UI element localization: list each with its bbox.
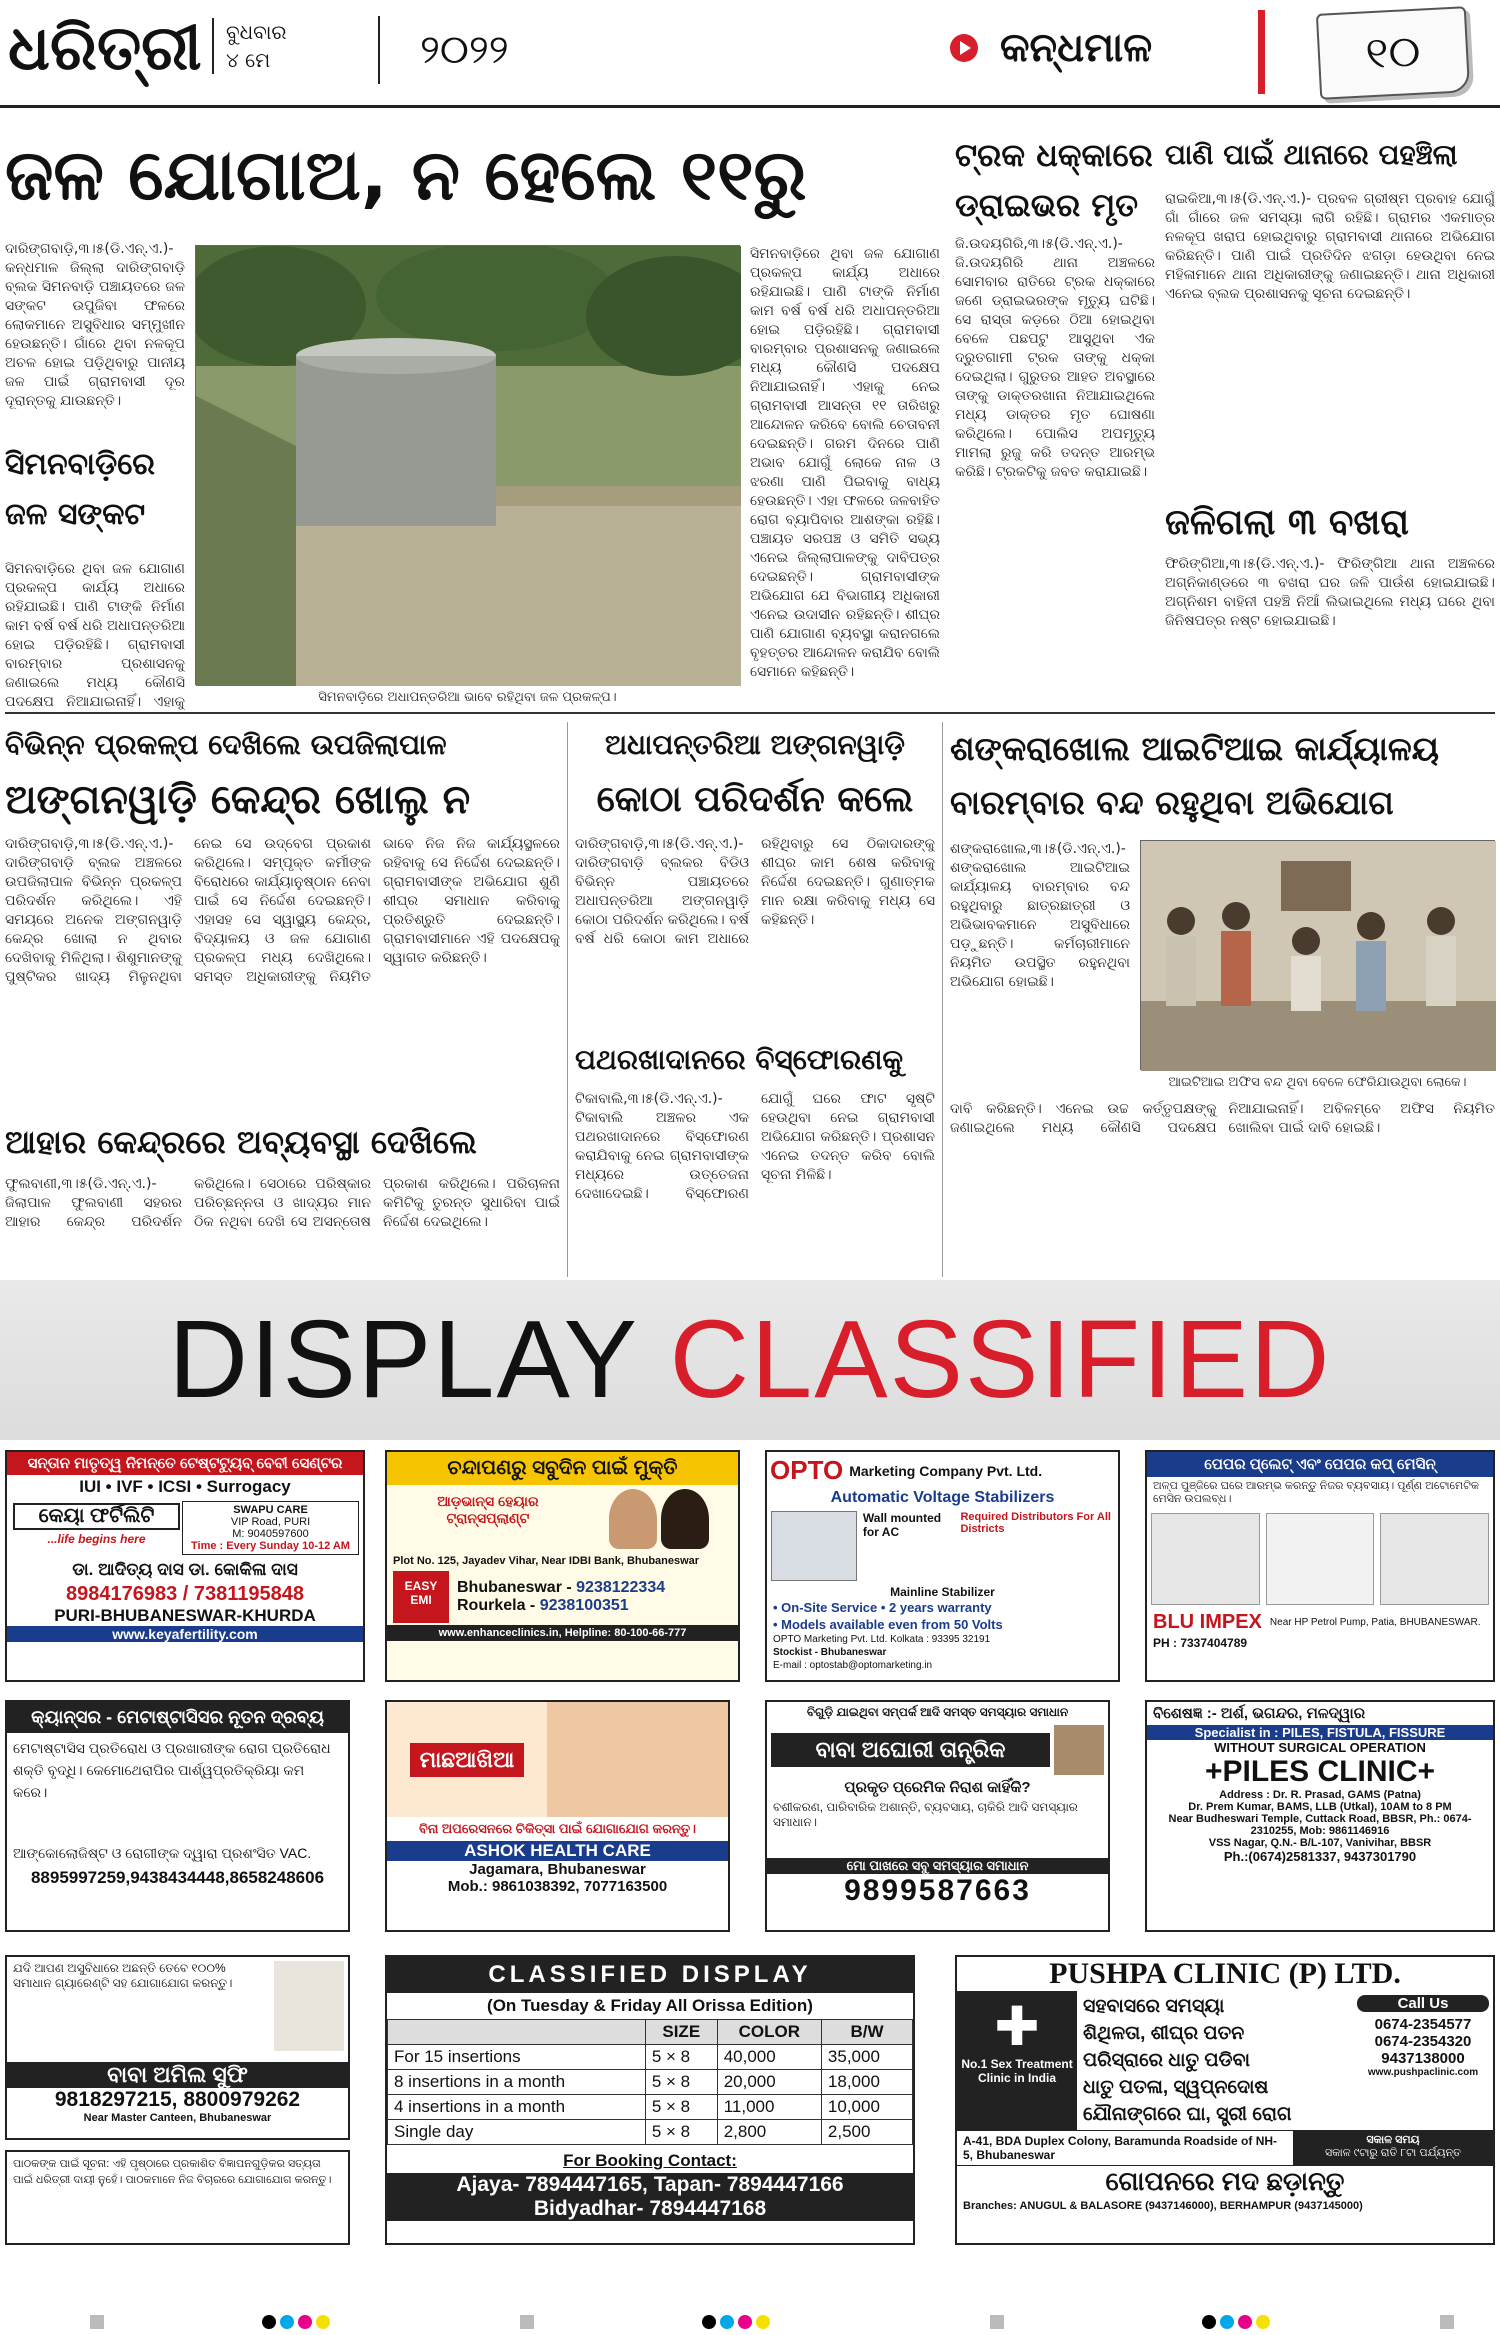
display-classified-banner bbox=[0, 1280, 1500, 1440]
ad-baba-amil-sufi bbox=[5, 1955, 350, 2140]
iti-body-continued: ଦାବି କରିଛନ୍ତି। ଏନେଇ ଉଚ୍ଚ କର୍ତ୍ତୃପକ୍ଷଙ୍କୁ ଜଣାଇଥିଲେ ମଧ୍ୟ କୌଣସି ପଦକ୍ଷେପ ନିଆଯାଇନାହିଁ। ଅବିଳମ୍ବେ ଅଫିସ ନିୟମିତ ଖୋଲିବା ପାଇଁ ଦାବି ହୋଇଛି। bbox=[950, 1101, 1495, 1136]
ahara-headline: ଆହାର କେନ୍ଦ୍ରରେ ଅବ୍ୟବସ୍ଥା ଦେଖିଲେ bbox=[5, 1123, 477, 1161]
fire-body: ଫିରିଙ୍ଗିଆ,୩।୫(ଡି.ଏନ୍.ଏ.)- ଫିରିଙ୍ଗିଆ ଥାନା ଅଞ୍ଚଳରେ ଅଗ୍ନିକାଣ୍ଡରେ ୩ ବଖରା ଘର ଜଳି ପାଉଁଶ ହୋଇଯାଇଛି। ଅଗ୍ନିଶମ ବାହିନୀ ପହଞ୍ଚି ନିଆଁ ଲିଭାଇଥିଲେ ମଧ୍ୟ ଘରେ ଥିବା ଜିନିଷପତ୍ର ନଷ୍ଟ ହୋଇଯାଇଛି। bbox=[1165, 556, 1495, 629]
enhance-addr: Plot No. 125, Jayadev Vihar, Near IDBI Bank, Bhubaneswar bbox=[393, 1555, 700, 1567]
opto-email: E-mail : optostab@optomarketing.in bbox=[773, 1660, 933, 1671]
truck-body: ଜି.ଉଦୟଗିରି,୩।୫(ଡି.ଏନ୍.ଏ.)- ଜି.ଉଦୟଗିରି ଥାନା ଅଞ୍ଚଳରେ ସୋମବାର ରାତିରେ ଟ୍ରକ ଧକ୍କାରେ ଜଣେ ଡ୍ରାଇଭରଙ୍କ ମୃତ୍ୟୁ ଘଟିଛି। ସେ ରାସ୍ତା କଡ଼ରେ ଠିଆ ହୋଇଥିବା ବେଳେ ପଛପଟୁ ଆସୁଥିବା ଏକ ଦ୍ରୁତଗାମୀ ଟ୍ରକ ତାଙ୍କୁ ଧକ୍କା ଦେଇଥିଲା। ଗୁରୁତର ଆହତ ଅବସ୍ଥାରେ ତାଙ୍କୁ ଡାକ୍ତରଖାନା ନିଆଯାଇଥିଲେ ମଧ୍ୟ ଡାକ୍ତର ମୃତ ଘୋଷଣା କରିଥିଲେ। ପୋଲିସ ଅପମୃତ୍ୟୁ ମାମଲା ରୁଜୁ କରି ତଦନ୍ତ ଆରମ୍ଭ କରିଛି। ଟ୍ରକଟିକୁ ଜବତ କରାଯାଇଛି। bbox=[955, 236, 1155, 480]
lead-dateline: ଦାରିଙ୍ଗବାଡ଼ି,୩।୫(ଡି.ଏନ୍.ଏ.)- କନ୍ଧମାଳ ଜିଲ୍ଲା ଦାରିଙ୍ଗବାଡ଼ି ବ୍ଲକ ସିମନବାଡ଼ି ପଞ୍ଚାୟତରେ ଜଳ ସଙ୍କଟ ଉପୁଜିବା ଫଳରେ ଲୋକମାନେ ଅସୁବିଧାର ସମ୍ମୁଖୀନ ହେଉଛନ୍ତି। ଗାଁରେ ଥିବା ନଳକୂପ ଅଚଳ ହୋଇ ପଡ଼ିଥିବାରୁ ପାନୀୟ ଜଳ ପାଇଁ ଗ୍ରାମବାସୀ ଦୂର ଦୂରାନ୍ତକୁ ଯାଉଛନ୍ତି। bbox=[5, 241, 185, 409]
keya-cities: PURI-BHUBANESWAR-KHURDA bbox=[54, 1606, 316, 1625]
table-row bbox=[388, 2095, 913, 2120]
rates-cell: 11,000 bbox=[717, 2095, 821, 2120]
banner-word-display: DISPLAY bbox=[168, 1298, 638, 1421]
lead-headline: ଜଳ ଯୋଗାଅ, ନ ହେଲେ ୧୧ରୁ bbox=[5, 134, 807, 216]
ad-baba-aghori bbox=[765, 1700, 1110, 1932]
rates-table bbox=[387, 2019, 913, 2145]
before-after-photos bbox=[585, 1489, 734, 1549]
ad-cancer bbox=[5, 1700, 350, 1932]
opto-models: • Models available even from 50 Volts bbox=[773, 1617, 1003, 1632]
pushpa-line: ଧାତୁ ପତଳା, ସ୍ୱପ୍ନଦୋଷ bbox=[1083, 2077, 1269, 2098]
rates-cell: 20,000 bbox=[717, 2070, 821, 2095]
ad-piles-clinic bbox=[1145, 1700, 1495, 1932]
baba-top: ବିଗୁଡ଼ି ଯାଇଥିବା ସମ୍ପର୍କ ଆଦି ସମସ୍ତ ସମସ୍ୟାର ସମାଧାନ bbox=[806, 1705, 1069, 1719]
rates-cell: 35,000 bbox=[821, 2045, 912, 2070]
piles-specialist: Specialist in : PILES, FISTULA, FISSURE bbox=[1147, 1725, 1493, 1740]
thana-body: ରାଇକିଆ,୩।୫(ଡି.ଏନ୍.ଏ.)- ପ୍ରବଳ ଗ୍ରୀଷ୍ମ ପ୍ରବାହ ଯୋଗୁଁ ଗାଁ ଗାଁରେ ଜଳ ସମସ୍ୟା ଲାଗି ରହିଛି। ଗ୍ରାମର ଏକମାତ୍ର ନଳକୂପ ଖରାପ ହୋଇଥିବାରୁ ଗ୍ରାମବାସୀ ଥାନାରେ ଅଭିଯୋଗ କରିଛନ୍ତି। ପାଣି ପାଇଁ ପ୍ରତିଦିନ ଝଗଡ଼ା ହେଉଥିବା ନେଇ ମହିଳାମାନେ ଥାନା ଅଧିକାରୀଙ୍କୁ ଜଣାଇଛନ୍ତି। ଥାନା ଅଧିକାରୀ ଏନେଇ ବ୍ଲକ ପ୍ରଶାସନକୁ ସୂଚନା ଦେଇଛନ୍ତି। bbox=[1165, 191, 1495, 302]
notice-text: ପାଠକଙ୍କ ପାଇଁ ସୂଚନା: ଏହି ପୃଷ୍ଠାରେ ପ୍ରକାଶିତ ବିଜ୍ଞାପନଗୁଡ଼ିକର ସତ୍ୟତା ପାଇଁ ଧରିତ୍ରୀ ଦାୟୀ ନୁହେଁ। ପାଠକମାନେ ନିଜ ବିଚାରରେ ଯୋଗାଯୋଗ କରନ୍ତୁ। bbox=[13, 2158, 332, 2186]
anganwadi-headline: ଅଙ୍ଗନୱାଡ଼ି କେନ୍ଦ୍ର ଖୋଲୁ ନ bbox=[5, 777, 471, 823]
keya-doctors: ଡା. ଆଦିତ୍ୟ ଦାସ ଡା. କୋକିଳା ଦାସ bbox=[72, 1560, 298, 1579]
baba-sub: ପ୍ରକୃତ ପ୍ରେମିକ ନିରାଶ କାହିଁକି? bbox=[844, 1779, 1031, 1796]
pushpa-addr: A-41, BDA Duplex Colony, Baramunda Roadside of NH-5, Bhubaneswar bbox=[963, 2134, 1278, 2162]
ashok-addr: Jagamara, Bhubaneswar bbox=[469, 1861, 646, 1878]
bdo-body: ଦାରିଙ୍ଗବାଡ଼ି,୩।୫(ଡି.ଏନ୍.ଏ.)- ଦାରିଙ୍ଗବାଡ଼ି ବ୍ଲକର ବିଡିଓ ବିଭିନ୍ନ ପଞ୍ଚାୟତରେ ଅଧାପନ୍ତରିଆ ଅଙ୍ଗନୱାଡ଼ି କୋଠା ପରିଦର୍ଶନ କରିଥିଲେ। ବର୍ଷ ବର୍ଷ ଧରି କୋଠା କାମ ଅଧାରେ ରହିଥିବାରୁ ସେ ଠିକାଦାରଙ୍କୁ ଶୀଘ୍ର କାମ ଶେଷ କରିବାକୁ ନିର୍ଦ୍ଦେଶ ଦେଇଛନ୍ତି। ଗୁଣାତ୍ମକ ମାନ ରକ୍ଷା କରିବାକୁ ମଧ୍ୟ ସେ କହିଛନ୍ତି। bbox=[575, 836, 935, 947]
rates-cell: 5 × 8 bbox=[645, 2070, 717, 2095]
rates-cell: 40,000 bbox=[717, 2045, 821, 2070]
opto-service: • On-Site Service • 2 years warranty bbox=[773, 1600, 992, 1615]
sufi-body: ଯଦି ଆପଣ ଅସୁବିଧାରେ ଅଛନ୍ତି ତେବେ ୧୦୦% ସମାଧାନ ଗ୍ୟାରେଣ୍ଟି ସହ ଯୋଗାଯୋଗ କରନ୍ତୁ। bbox=[13, 1961, 233, 1990]
ad-ashok-health-care bbox=[385, 1700, 730, 1932]
piles-phones: Ph.:(0674)2581337, 9437301790 bbox=[1223, 1849, 1417, 1864]
enhance-subtitle: ଆଡ଼ଭାନ୍ସ ହେୟାର ଟ୍ରାନ୍ସପ୍ଲାଣ୍ଟ bbox=[437, 1493, 539, 1526]
enhance-rkl-label: Rourkela - bbox=[457, 1597, 536, 1614]
baba-photo bbox=[1054, 1725, 1104, 1775]
pushpa-line: ସହବାସରେ ସମସ୍ୟା bbox=[1083, 1996, 1225, 2017]
blu-body: ଅଳ୍ପ ପୁଞ୍ଜିରେ ଘରେ ଆରମ୍ଭ କରନ୍ତୁ ନିଜର ବ୍ୟବସାୟ। ପୂର୍ଣ୍ଣ ଅଟୋମେଟିକ ମେସିନ ଉପଲବ୍ଧ। bbox=[1153, 1480, 1479, 1505]
ahara-body: ଫୁଲବାଣୀ,୩।୫(ଡି.ଏନ୍.ଏ.)- ଜିଲାପାଳ ଫୁଲବାଣୀ ସହରର ଆହାର କେନ୍ଦ୍ର ପରିଦର୍ଶନ କରିଥିଲେ। ସେଠାରେ ପରିଷ୍କାର ପରିଚ୍ଛନ୍ନତା ଓ ଖାଦ୍ୟର ମାନ ଠିକ ନଥିବା ଦେଖି ସେ ଅସନ୍ତୋଷ ପ୍ରକାଶ କରିଥିଲେ। ପରିଚାଳନା କମିଟିକୁ ତୁରନ୍ତ ସୁଧାରିବା ପାଇଁ ନିର୍ଦ୍ଦେଶ ଦେଇଥିଲେ। bbox=[5, 1176, 560, 1230]
rates-cell: Single day bbox=[388, 2120, 646, 2145]
iti-office-photo bbox=[1140, 840, 1495, 1070]
iti-headline: ଶଙ୍କରାଖୋଲ ଆଇଟିଆଇ କାର୍ଯ୍ୟାଳୟ ବାରମ୍ବାର ବନ୍ଦ ରହୁଥିବା ଅଭିଯୋଗ bbox=[950, 729, 1439, 822]
keya-time: Time : Every Sunday 10-12 AM bbox=[191, 1540, 350, 1552]
ad-pushpa-clinic bbox=[955, 1955, 1495, 2245]
keya-top: ସନ୍ତାନ ମାତୃତ୍ୱ ନିମନ୍ତେ ଟେଷ୍ଟଟ୍ୟୁବ୍ ବେବୀ ସେଣ୍ଟର bbox=[7, 1452, 363, 1475]
ashok-name: ASHOK HEALTH CARE bbox=[387, 1841, 728, 1861]
rates-cell: 4 insertions in a month bbox=[388, 2095, 646, 2120]
enhance-title: ଚନ୍ଦାପଣରୁ ସବୁଦିନ ପାଇଁ ମୁକ୍ତି bbox=[387, 1452, 738, 1485]
sufi-addr: Near Master Canteen, Bhubaneswar bbox=[83, 2112, 272, 2124]
print-registration-marks bbox=[0, 2310, 1500, 2335]
rates-cell: 18,000 bbox=[821, 2070, 912, 2095]
keya-phones: 8984176983 / 7381195848 bbox=[65, 1583, 305, 1605]
water-tank-photo bbox=[195, 245, 740, 685]
enhance-emi: EASY EMI bbox=[393, 1571, 449, 1623]
rates-contact: For Booking Contact: bbox=[563, 2151, 737, 2170]
lead-body-right: ସିମନବାଡ଼ିରେ ଥିବା ଜଳ ଯୋଗାଣ ପ୍ରକଳ୍ପ କାର୍ଯ୍ୟ ଅଧାରେ ରହିଯାଇଛି। ପାଣି ଟାଙ୍କି ନିର୍ମାଣ କାମ ବର୍ଷ ବର୍ଷ ଧରି ଅଧାପନ୍ତରିଆ ହୋଇ ପଡ଼ିରହିଛି। ଗ୍ରାମବାସୀ ବାରମ୍ବାର ପ୍ରଶାସନକୁ ଜଣାଇଲେ ମଧ୍ୟ କୌଣସି ପଦକ୍ଷେପ ନିଆଯାଇନାହିଁ। ଏହାକୁ ନେଇ ଗ୍ରାମବାସୀ ଆସନ୍ତା ୧୧ ତାରିଖରୁ ଆନ୍ଦୋଳନ କରିବେ ବୋଲି ଚେତାବନୀ ଦେଇଛନ୍ତି। ଗରମ ଦିନରେ ପାଣି ଅଭାବ ଯୋଗୁଁ ଲୋକେ ନାଳ ଓ ଝରଣା ପାଣି ପିଇବାକୁ ବାଧ୍ୟ ହେଉଛନ୍ତି। ଏହା ଫଳରେ ଜଳବାହିତ ରୋଗ ବ୍ୟାପିବାର ଆଶଙ୍କା ରହିଛି। ପଞ୍ଚାୟତ ସରପଞ୍ଚ ଓ ସମିତି ସଭ୍ୟ ଏନେଇ ଜିଲ୍ଲାପାଳଙ୍କୁ ଦାବିପତ୍ର ଦେଇଛନ୍ତି। ଗ୍ରାମବାସୀଙ୍କ ଅଭିଯୋଗ ଯେ ବିଭାଗୀୟ ଅଧିକାରୀ ଏନେଇ ଉଦାସୀନ ରହିଛନ୍ତି। ଶୀଘ୍ର ପାଣି ଯୋଗାଣ ବ୍ୟବସ୍ଥା କରାନଗଲେ ବୃହତ୍ତର ଆନ୍ଦୋଳନ କରାଯିବ ବୋଲି ସେମାନେ କହିଛନ୍ତି। bbox=[750, 246, 940, 680]
keya-services: IUI • IVF • ICSI • Surrogacy bbox=[79, 1477, 291, 1496]
piles-addr2: Dr. Prem Kumar, BAMS, LLB (Utkal), 10AM to 8 PM bbox=[1188, 1801, 1452, 1813]
sufi-name: ବାବା ଅମିଲ ସୁଫି bbox=[7, 2062, 348, 2088]
keya-clinic-addr: VIP Road, PURI bbox=[230, 1516, 311, 1528]
fire-headline: ଜଳିଗଲା ୩ ବଖରା bbox=[1165, 502, 1409, 543]
pushpa-phone: 0674-2354577 bbox=[1374, 2016, 1472, 2033]
pushpa-phone: 0674-2354320 bbox=[1374, 2033, 1472, 2050]
enhance-bbsr: 9238122334 bbox=[576, 1579, 666, 1596]
opto-name: OPTO bbox=[770, 1455, 844, 1485]
bdo-headline: କୋଠା ପରିଦର୍ଶନ କଲେ bbox=[596, 779, 914, 820]
ashok-mob: Mob.: 9861038392, 7077163500 bbox=[447, 1878, 668, 1895]
ad-blu-impex bbox=[1145, 1450, 1495, 1682]
cancer-vac: ଆଙ୍କୋଲୋଜିଷ୍ଟ ଓ ରୋଗୀଙ୍କ ଦ୍ୱାରା ପ୍ରଶଂସିତ VAC. bbox=[13, 1845, 312, 1861]
ad-enhance-clinics bbox=[385, 1450, 740, 1682]
opto-contact: OPTO Marketing Pvt. Ltd. Kolkata : 93395 32191 bbox=[773, 1634, 991, 1645]
rates-title: CLASSIFIED DISPLAY bbox=[387, 1957, 913, 1993]
stabilizer-image bbox=[771, 1511, 857, 1581]
lead-body-left: ସିମନବାଡ଼ିରେ ଥିବା ଜଳ ଯୋଗାଣ ପ୍ରକଳ୍ପ କାର୍ଯ୍ୟ ଅଧାରେ ରହିଯାଇଛି। ପାଣି ଟାଙ୍କି ନିର୍ମାଣ କାମ ବର୍ଷ ବର୍ଷ ଧରି ଅଧାପନ୍ତରିଆ ହୋଇ ପଡ଼ିରହିଛି। ଗ୍ରାମବାସୀ ବାରମ୍ବାର ପ୍ରଶାସନକୁ ଜଣାଇଲେ ମଧ୍ୟ କୌଣସି ପଦକ୍ଷେପ ନିଆଯାଇନାହିଁ। ଏହାକୁ bbox=[5, 561, 185, 710]
keya-clinic-mobile: M: 9040597600 bbox=[232, 1528, 309, 1540]
pushpa-badge: No.1 Sex Treatment Clinic in India bbox=[961, 2057, 1073, 2085]
water-tank-caption: ସିମନବାଡ଼ିରେ ଅଧାପନ୍ତରିଆ ଭାବେ ରହିଥିବା ଜଳ ପ୍ରକଳ୍ପ। bbox=[318, 690, 617, 705]
cancer-phones: 8895997259,9438434448,8658248606 bbox=[30, 1868, 325, 1887]
rates-line2: Bidyadhar- 7894447168 bbox=[387, 2197, 913, 2221]
piles-without: WITHOUT SURGICAL OPERATION bbox=[1214, 1740, 1426, 1755]
pushpa-slogan: ଗୋପନରେ ମଦ ଛଡ଼ାନ୍ତୁ bbox=[957, 2165, 1493, 2198]
blast-headline: ପଥରଖାଦାନରେ ବିସ୍ଫୋରଣକୁ bbox=[575, 1043, 904, 1076]
opto-product: Automatic Voltage Stabilizers bbox=[830, 1489, 1055, 1506]
opto-distributors: Required Distributors For All Districts bbox=[960, 1511, 1111, 1535]
pushpa-name: PUSHPA CLINIC (P) LTD. bbox=[1049, 1957, 1401, 1990]
keya-clinic: SWAPU CARE bbox=[233, 1504, 308, 1516]
piles-addr1: Address : Dr. R. Prasad, GAMS (Patna) bbox=[1219, 1789, 1421, 1801]
baba-phone: 9899587663 bbox=[844, 1874, 1031, 1907]
baba-name: ବାବା ଅଘୋରୀ ତାନ୍ତ୍ରିକ bbox=[771, 1733, 1050, 1767]
iti-caption: ଆଇଟିଆଇ ଅଫିସ ବନ୍ଦ ଥିବା ବେଳେ ଫେରିଯାଉଥିବା ଲୋକେ। bbox=[1168, 1075, 1467, 1090]
pushpa-web: www.pushpaclinic.com bbox=[1367, 2067, 1479, 2078]
rates-line1: Ajaya- 7894447165, Tapan- 7894447166 bbox=[387, 2173, 913, 2197]
play-icon bbox=[950, 34, 978, 62]
rates-cell: 5 × 8 bbox=[645, 2095, 717, 2120]
pushpa-line: ଶିଥିଳତା, ଶୀଘ୍ର ପତନ bbox=[1083, 2023, 1245, 2044]
rates-header-cell: SIZE bbox=[645, 2020, 717, 2045]
opto-wall: Wall mounted for AC bbox=[862, 1511, 942, 1539]
pushpa-phone: 9437138000 bbox=[1381, 2050, 1465, 2067]
keya-web: www.keyafertility.com bbox=[7, 1626, 363, 1642]
page-number: ୧୦ bbox=[1316, 6, 1470, 100]
piles-addr4: VSS Nagar, Q.N.- B/L-107, Vanivihar, BBSR bbox=[1208, 1837, 1432, 1849]
iti-body: ଶଙ୍କରାଖୋଲ,୩।୫(ଡି.ଏନ୍.ଏ.)- ଶଙ୍କରାଖୋଲ ଆଇଟିଆଇ କାର୍ଯ୍ୟାଳୟ ବାରମ୍ବାର ବନ୍ଦ ରହୁଥିବାରୁ ଛାତ୍ରଛାତ୍ରୀ ଓ ଅଭିଭାବକମାନେ ଅସୁବିଧାରେ ପଡ଼ୁଛନ୍ତି। କର୍ମଚାରୀମାନେ ନିୟମିତ ଉପସ୍ଥିତ ରହୁନଥିବା ଅଭିଯୋଗ ହୋଇଛି। bbox=[950, 841, 1130, 990]
banner-word-classified: CLASSIFIED bbox=[669, 1298, 1332, 1421]
pushpa-time: ସକାଳ ୯ଟାରୁ ରାତି ୮ଟା ପର୍ଯ୍ୟନ୍ତ bbox=[1325, 2147, 1461, 2159]
table-row bbox=[388, 2045, 913, 2070]
rates-header-cell: B/W bbox=[821, 2020, 912, 2045]
blu-addr: Near HP Petrol Pump, Patia, BHUBANESWAR. bbox=[1269, 1617, 1481, 1628]
rates-cell: 2,800 bbox=[717, 2120, 821, 2145]
sufi-photo bbox=[274, 1961, 344, 2051]
pushpa-callus: Call Us bbox=[1357, 1995, 1489, 2012]
issue-day: ବୁଧବାର bbox=[226, 20, 287, 44]
rates-cell: 2,500 bbox=[821, 2120, 912, 2145]
piles-name: +PILES CLINIC+ bbox=[1204, 1755, 1436, 1788]
ad-opto-marketing bbox=[765, 1450, 1120, 1682]
enhance-rkl: 9238100351 bbox=[539, 1597, 629, 1614]
rates-cell: 5 × 8 bbox=[645, 2045, 717, 2070]
piles-addr3: Near Budheswari Temple, Cuttack Road, BBSR, Ph.: 0674-2310255, Mob: 9861146916 bbox=[1168, 1813, 1472, 1837]
masthead bbox=[0, 0, 1500, 108]
rates-cell: For 15 insertions bbox=[388, 2045, 646, 2070]
anganwadi-body: ଦାରିଙ୍ଗବାଡ଼ି,୩।୫(ଡି.ଏନ୍.ଏ.)- ଦାରିଙ୍ଗବାଡ଼ି ବ୍ଲକ ଅଞ୍ଚଳରେ ଉପଜିଲାପାଳ ବିଭିନ୍ନ ପ୍ରକଳ୍ପ ପରିଦର୍ଶନ କରିଥିଲେ। ଏହି ସମୟରେ ଅନେକ ଅଙ୍ଗନୱାଡ଼ି କେନ୍ଦ୍ର ଖୋଲା ନ ଥିବାର ଦେଖିବାକୁ ମିଳିଥିଲା। ଶିଶୁମାନଙ୍କୁ ପୁଷ୍ଟିକର ଖାଦ୍ୟ ମିଳୁନଥିବା ନେଇ ସେ ଉଦ୍‌ବେଗ ପ୍ରକାଶ କରିଥିଲେ। ସମ୍ପୃକ୍ତ କର୍ମୀଙ୍କ ବିରୋଧରେ କାର୍ଯ୍ୟାନୁଷ୍ଠାନ ନେବା ପାଇଁ ସେ ନିର୍ଦ୍ଦେଶ ଦେଇଛନ୍ତି। ଏହାସହ ସେ ସ୍ୱାସ୍ଥ୍ୟ କେନ୍ଦ୍ର, ବିଦ୍ୟାଳୟ ଓ ଜଳ ଯୋଗାଣ ପ୍ରକଳ୍ପ ମଧ୍ୟ ଦେଖିଥିଲେ। ସମସ୍ତ ଅଧିକାରୀଙ୍କୁ ନିୟମିତ ଭାବେ ନିଜ ନିଜ କାର୍ଯ୍ୟସ୍ଥଳରେ ରହିବାକୁ ସେ ନିର୍ଦ୍ଦେଶ ଦେଇଛନ୍ତି। ଗ୍ରାମବାସୀଙ୍କ ଅଭିଯୋଗ ଶୁଣି ଶୀଘ୍ର ସମାଧାନ କରିବାକୁ ପ୍ରତିଶ୍ରୁତି ଦେଇଛନ୍ତି। ଗ୍ରାମବାସୀମାନେ ଏହି ପଦକ୍ଷେପକୁ ସ୍ୱାଗତ କରିଛନ୍ତି। bbox=[5, 836, 560, 985]
blast-body: ଟିକାବାଲି,୩।୫(ଡି.ଏନ୍.ଏ.)- ଟିକାବାଲି ଅଞ୍ଚଳର ଏକ ପଥରଖାଦାନରେ ବିସ୍ଫୋରଣ କରାଯିବାକୁ ନେଇ ଗ୍ରାମବାସୀଙ୍କ ମଧ୍ୟରେ ଉତ୍ତେଜନା ଦେଖାଦେଇଛି। ବିସ୍ଫୋରଣ ଯୋଗୁଁ ଘରେ ଫାଟ ସୃଷ୍ଟି ହେଉଥିବା ନେଇ ଗ୍ରାମବାସୀ ଅଭିଯୋଗ କରିଛନ୍ତି। ପ୍ରଶାସନ ଏନେଇ ତଦନ୍ତ କରିବ ବୋଲି ସୂଚନା ମିଳିଛି। bbox=[575, 1091, 935, 1202]
keya-tagline: ...life begins here bbox=[47, 1532, 146, 1546]
table-row bbox=[388, 2070, 913, 2095]
section-rule bbox=[5, 712, 1495, 714]
enhance-web: www.enhanceclinics.in, Helpline: 80-100-66-777 bbox=[387, 1625, 738, 1641]
baba-body: ବଶୀକରଣ, ପାରିବାରିକ ଅଶାନ୍ତି, ବ୍ୟବସାୟ, ଚାକିରି ଆଦି ସମସ୍ୟାର ସମାଧାନ। bbox=[773, 1800, 1078, 1829]
anganwadi-kicker: ବିଭିନ୍ନ ପ୍ରକଳ୍ପ ଦେଖିଲେ ଉପଜିଲାପାଳ bbox=[5, 728, 447, 761]
truck-headline: ଟ୍ରକ ଧକ୍କାରେ ଡ୍ରାଇଭର ମୃତ bbox=[955, 136, 1153, 224]
rates-cell: 10,000 bbox=[821, 2095, 912, 2120]
blu-ph: PH : 7337404789 bbox=[1153, 1636, 1248, 1650]
rates-header-row bbox=[388, 2020, 913, 2045]
column-divider bbox=[567, 722, 568, 1277]
issue-date bbox=[212, 18, 362, 74]
ad-keya-fertility bbox=[5, 1450, 365, 1682]
opto-mainline: Mainline Stabilizer bbox=[890, 1585, 995, 1599]
pushpa-time-head: ସକାଳ ସମୟ bbox=[1366, 2134, 1420, 2146]
newspaper-logo: ଧରିତ୍ରୀ bbox=[8, 11, 202, 84]
thana-headline: ପାଣି ପାଇଁ ଥାନାରେ ପହଞ୍ଚିଲା bbox=[1165, 138, 1458, 171]
pushpa-line: ପରିସ୍ରାରେ ଧାତୁ ପଡିବା bbox=[1083, 2050, 1250, 2071]
blu-title: ପେପର ପ୍ଲେଟ୍ ଏବଂ ପେପର କପ୍ ମେସିନ୍ bbox=[1147, 1452, 1493, 1477]
rates-cell: 8 insertions in a month bbox=[388, 2070, 646, 2095]
cancer-body: ମେଟାଷ୍ଟାସିସ ପ୍ରତିରୋଧ ଓ ପ୍ରଖାରୀଙ୍କ ରୋଗ ପ୍ରତିରୋଧ ଶକ୍ତି ବୃଦ୍ଧି। କେମୋଥେରାପିର ପାର୍ଶ୍ୱପ୍ରତିକ୍ରିୟା କମ କରେ। bbox=[13, 1740, 331, 1800]
cancer-title: କ୍ୟାନ୍ସର - ମେଟାଷ୍ଟାସିସର ନୂତନ ଦ୍ରବ୍ୟ bbox=[7, 1702, 348, 1733]
opto-stockist: Stockist - Bhubaneswar bbox=[773, 1647, 887, 1658]
rates-header-cell bbox=[388, 2020, 646, 2045]
foot-image bbox=[547, 1702, 728, 1817]
table-row bbox=[388, 2120, 913, 2145]
opto-company: Marketing Company Pvt. Ltd. bbox=[849, 1462, 1043, 1479]
blu-name: BLU IMPEX bbox=[1153, 1611, 1262, 1633]
issue-year: ୨୦୨୨ bbox=[378, 16, 618, 84]
pushpa-branches: Branches: ANUGUL & BALASORE (9437146000), BERHAMPUR (9437145000) bbox=[963, 2200, 1363, 2212]
keya-name: କେୟା ଫର୍ଟିଲିଟି bbox=[13, 1503, 180, 1530]
rates-header-cell: COLOR bbox=[717, 2020, 821, 2045]
rates-cell: 5 × 8 bbox=[645, 2120, 717, 2145]
pushpa-line: ଯୌନାଙ୍ଗରେ ଘା, ସ୍ତ୍ରୀ ରୋଗ bbox=[1083, 2104, 1292, 2125]
rates-sub: (On Tuesday & Friday All Orissa Edition) bbox=[487, 1996, 813, 2015]
ashok-body: ବିନା ଅପରେସନରେ ଚିକିତ୍ସା ପାଇଁ ଯୋଗାଯୋଗ କରନ୍ତୁ। bbox=[418, 1821, 697, 1836]
baba-note: ମୋ ପାଖରେ ସବୁ ସମସ୍ୟାର ସମାଧାନ bbox=[767, 1858, 1108, 1874]
ashok-title: ମାଛଆଖିଆ bbox=[410, 1743, 524, 1777]
district-name: କନ୍ଧମାଳ bbox=[1000, 25, 1153, 71]
column-divider bbox=[942, 722, 943, 1277]
machine-images bbox=[1147, 1509, 1493, 1609]
masthead-divider bbox=[1258, 10, 1265, 94]
sufi-phones: 9818297215, 8800979262 bbox=[54, 2088, 301, 2111]
piles-head: ବିଶେଷଜ୍ଞ :- ଅର୍ଶ, ଭଗନ୍ଦର, ମଳଦ୍ୱାର bbox=[1153, 1705, 1366, 1722]
cross-icon: ✚ bbox=[994, 1997, 1040, 2057]
reader-notice bbox=[5, 2150, 350, 2245]
lead-subhead: ସିମନବାଡ଼ିରେ ଜଳ ସଙ୍କଟ bbox=[5, 447, 155, 532]
issue-day-month: ୪ ମେ bbox=[226, 48, 271, 72]
ad-rate-card bbox=[385, 1955, 915, 2245]
bdo-kicker: ଅଧାପନ୍ତରିଆ ଅଙ୍ଗନୱାଡ଼ି bbox=[604, 728, 906, 761]
enhance-bbsr-label: Bhubaneswar - bbox=[457, 1579, 572, 1596]
